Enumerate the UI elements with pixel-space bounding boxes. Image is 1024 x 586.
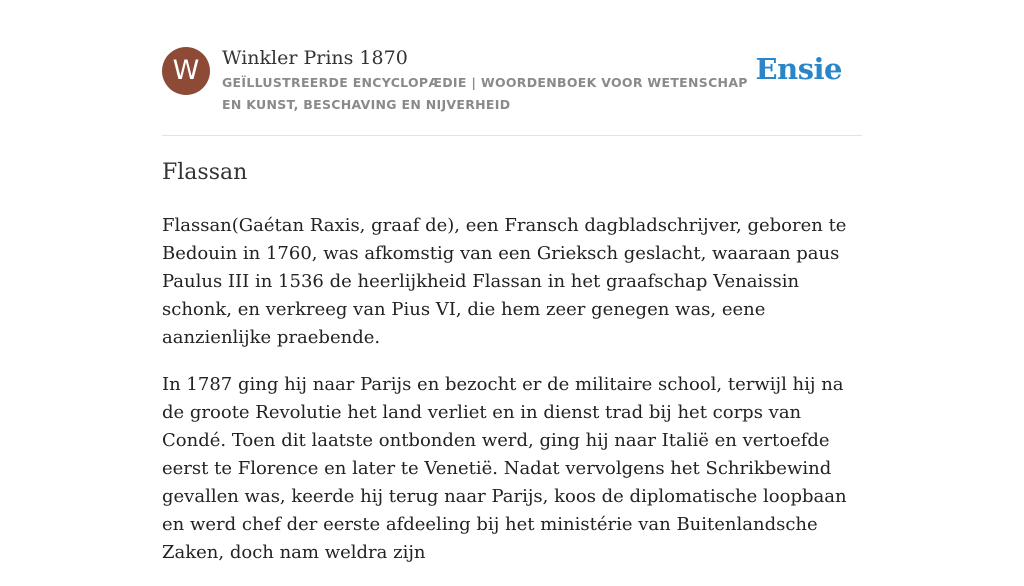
article-paragraph: Flassan(Gaétan Raxis, graaf de), een Fransch dagbladschrijver, geboren te Bedouin in 1760, was afkomstig van een Grieksch geslacht, waaraan paus Paulus III in 1536 de heerlijkheid Flassan in het graafschap Venaissin schonk, en verkreeg van Pius VI, die hem zeer genegen was, eene aanzienlijke praebende. [162, 215, 847, 348]
publication-avatar[interactable]: W [162, 47, 210, 95]
header-divider [162, 135, 862, 136]
publication-header [162, 46, 862, 136]
publication-subtitle: GEÏLLUSTREERDE ENCYCLOPÆDIE | WOORDENBOEK VOOR WETENSCHAP EN KUNST, BESCHAVING EN NIJVERHEID [222, 75, 748, 112]
publication-title[interactable]: Winkler Prins 1870 [222, 47, 408, 69]
ensie-logo[interactable]: Ensie [755, 52, 842, 86]
article-body [162, 212, 862, 586]
entry-title: Flassan [162, 160, 248, 185]
article-paragraph: In 1787 ging hij naar Parijs en bezocht er de militaire school, terwijl hij na de groote Revolutie het land verliet en in dienst trad bij het corps van Condé. Toen dit laatste ontbonden werd, ging hij naar Italië en vertoefde eerst te Florence en later te Venetië. Nadat vervolgens het Schrikbewind gevallen was, keerde hij terug naar Parijs, koos de diplomatische loopbaan en werd chef der eerste afdeeling bij het ministérie van Buitenlandsche Zaken, doch nam weldra zijn [162, 374, 847, 563]
